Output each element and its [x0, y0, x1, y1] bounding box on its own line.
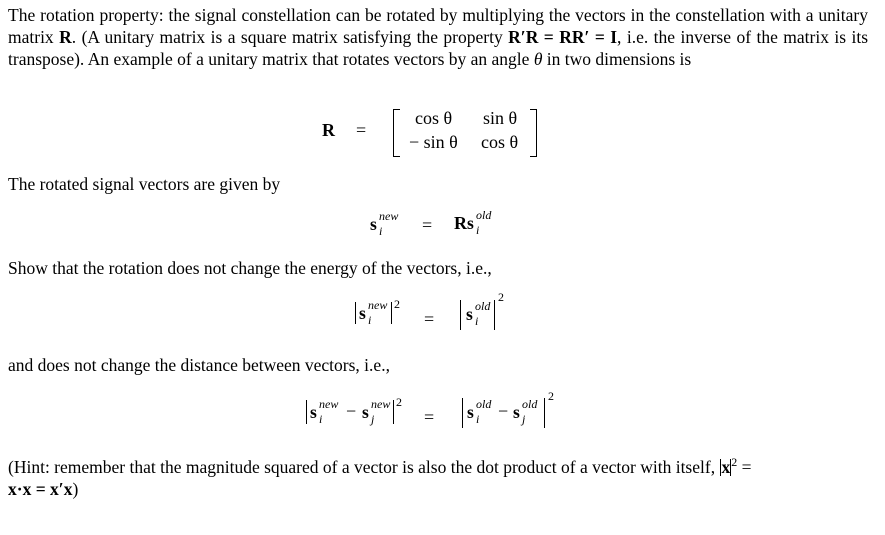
- intro-text-tail: , i.e. the inverse of the matrix is its transpose). An example of a unitary matrix that rotates vectors by an angle: [8, 27, 869, 69]
- right-bracket: [530, 109, 537, 157]
- rotation-matrix-R: R: [454, 213, 467, 233]
- rotated-vectors-paragraph: [8, 173, 868, 195]
- hint-paragraph: [8, 456, 868, 500]
- s-old-j: [513, 397, 538, 426]
- power-2: 2: [396, 395, 402, 409]
- intro-text-mid: . (A unitary matrix is a square matrix satisfying the property: [71, 27, 509, 47]
- unitary-property: R′R = RR′ = I: [508, 27, 618, 47]
- vector-s: s: [310, 402, 317, 422]
- energy-text: Show that the rotation does not change the energy of the vectors, i.e.,: [8, 258, 492, 278]
- minus-sign: −: [498, 401, 509, 421]
- vector-s: s: [370, 214, 377, 234]
- abs-bar: [355, 302, 356, 324]
- abs-bar: [544, 398, 545, 428]
- rotation-equals: =: [422, 215, 433, 235]
- subscript-i: i: [476, 223, 480, 237]
- dot-product-formula: x·x = x′x: [8, 479, 73, 499]
- superscript-new: new: [368, 298, 388, 312]
- s-new-i: [370, 209, 399, 238]
- matrix-a22: cos θ: [481, 132, 519, 152]
- hint-close: ): [72, 479, 79, 499]
- vector-s: s: [359, 303, 366, 323]
- vector-s: s: [467, 213, 474, 233]
- superscript-old: old: [476, 208, 492, 222]
- superscript-old: old: [522, 397, 538, 411]
- subscript-i: i: [319, 412, 323, 426]
- distance-text: and does not change the distance between vectors, i.e.,: [8, 355, 390, 375]
- subscript-j: j: [371, 412, 375, 426]
- vector-s: s: [362, 402, 369, 422]
- superscript-new: new: [319, 397, 339, 411]
- distance-paragraph: [8, 354, 868, 376]
- abs-bar: [494, 300, 495, 330]
- superscript-new: new: [379, 209, 399, 223]
- s-new-i: [359, 298, 388, 327]
- s-old-i: [467, 208, 492, 237]
- energy-equals: =: [424, 309, 435, 329]
- power-2: 2: [394, 297, 400, 311]
- matrix-lhs: R: [322, 120, 335, 140]
- vector-s: s: [467, 402, 474, 422]
- s-new-i: [310, 397, 339, 426]
- s-new-j: [362, 397, 391, 426]
- subscript-i: i: [476, 412, 480, 426]
- matrix-a11: cos θ: [415, 108, 453, 128]
- hint-text: (Hint: remember that the magnitude squared of a vector is also the dot product of a vector with itself,: [8, 457, 720, 477]
- subscript-i: i: [475, 314, 479, 328]
- distance-equals: =: [424, 407, 435, 427]
- s-old-i: [466, 299, 491, 328]
- matrix-a12: sin θ: [483, 108, 518, 128]
- vector-s: s: [466, 304, 473, 324]
- abs-bar: [462, 398, 463, 428]
- energy-paragraph: [8, 257, 868, 279]
- superscript-old: old: [476, 397, 492, 411]
- minus-sign: −: [346, 401, 357, 421]
- hint-equals: =: [737, 457, 752, 477]
- intro-paragraph: [8, 4, 868, 70]
- abs-bar: [306, 400, 307, 424]
- intro-text: The rotation property: the signal constellation can be rotated by multiplying the vectors in the constellation with a unitary matrix: [8, 5, 868, 47]
- vector-s: s: [513, 402, 520, 422]
- subscript-i: i: [379, 224, 383, 238]
- subscript-i: i: [368, 313, 372, 327]
- power-2: 2: [731, 455, 738, 470]
- vector-x: x: [721, 457, 731, 477]
- abs-bar: [460, 300, 461, 330]
- left-bracket: [393, 109, 400, 157]
- superscript-new: new: [371, 397, 391, 411]
- power-2: 2: [498, 290, 504, 304]
- s-old-i: [467, 397, 492, 426]
- superscript-old: old: [475, 299, 491, 313]
- intro-text-end: in two dimensions is: [542, 49, 692, 69]
- power-2: 2: [548, 389, 554, 403]
- matrix-a21: − sin θ: [409, 132, 458, 152]
- abs-bar: [391, 302, 392, 324]
- angle-symbol: θ: [533, 49, 543, 69]
- subscript-j: j: [522, 412, 526, 426]
- matrix-symbol: R: [59, 27, 72, 47]
- matrix-equals: =: [356, 120, 367, 140]
- rotated-vectors-text: The rotated signal vectors are given by: [8, 174, 281, 194]
- abs-bar: [393, 400, 394, 424]
